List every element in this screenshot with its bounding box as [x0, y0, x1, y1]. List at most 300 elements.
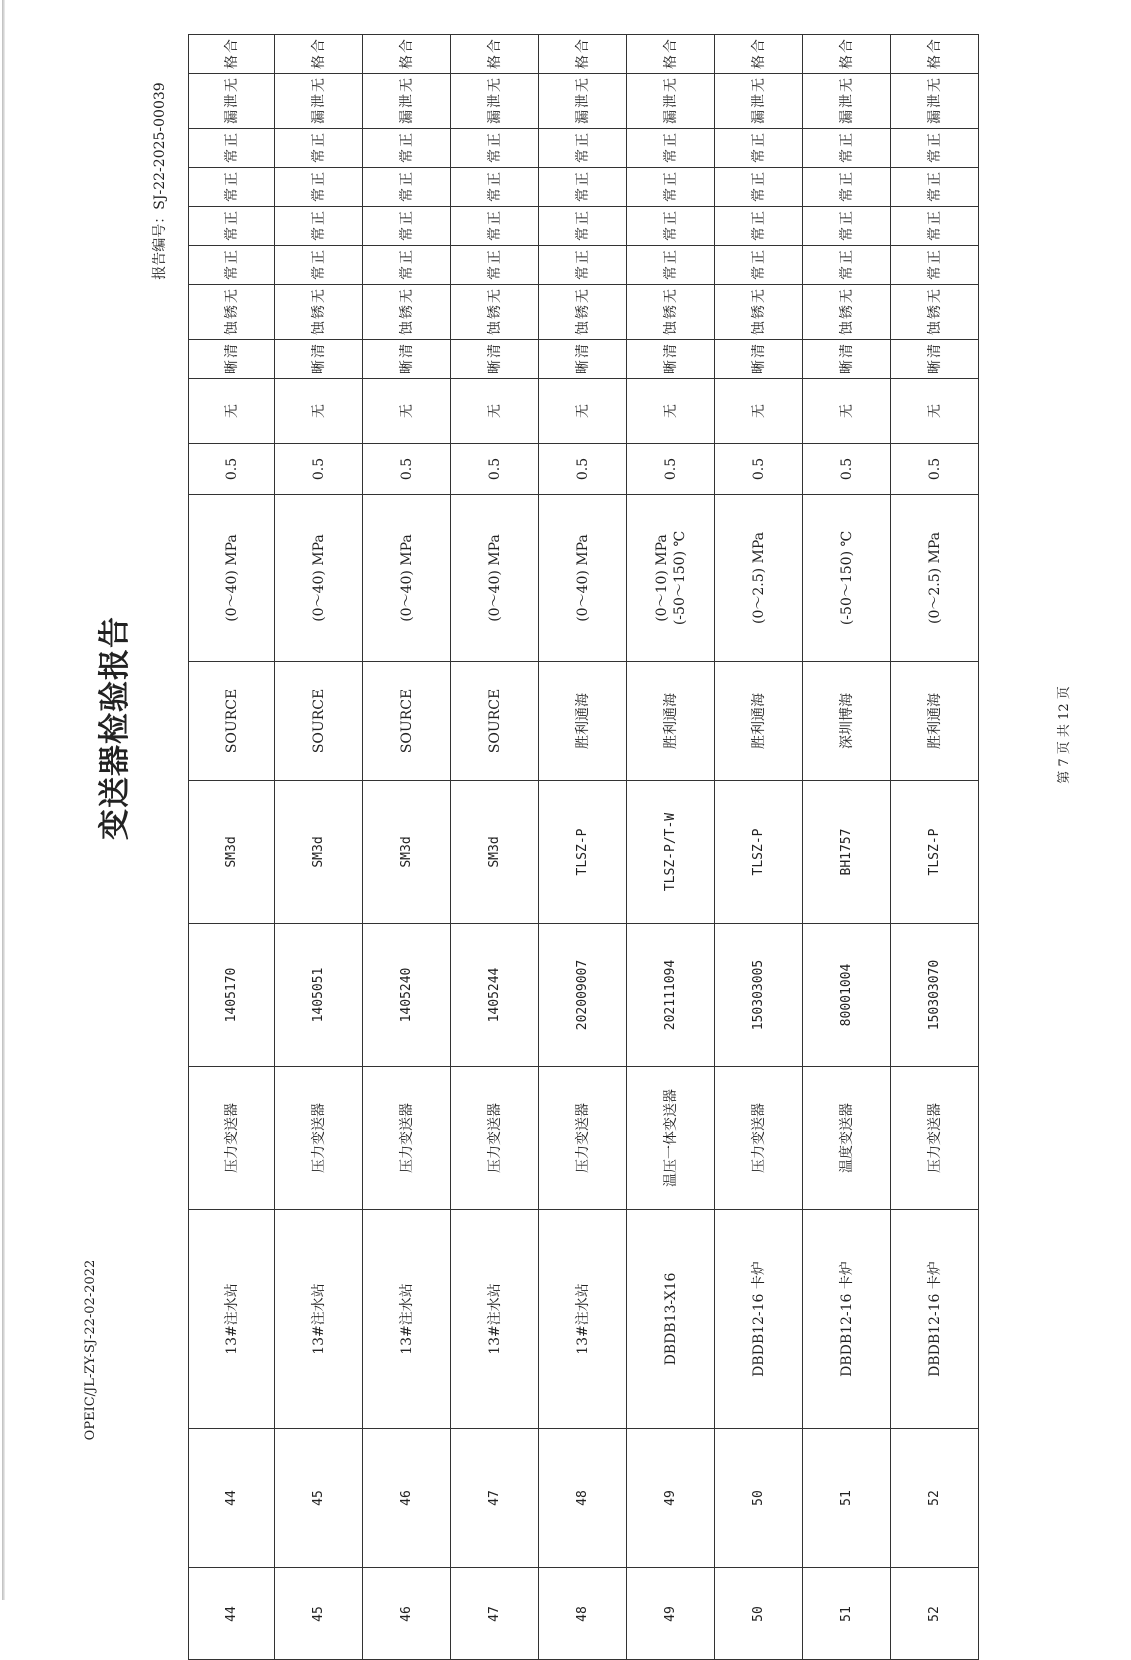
- cell-c7: [715, 74, 803, 129]
- cell-text: 49: [662, 1605, 678, 1622]
- stacked-text: 正 常: [223, 250, 240, 280]
- range-text: [486, 534, 504, 622]
- range-line-2: (-50～150) ℃: [671, 530, 688, 626]
- cell-damage: [189, 379, 275, 444]
- stacked-text: 正 常: [310, 250, 327, 280]
- cell-c3: [451, 246, 539, 285]
- cell-c4: [539, 207, 627, 246]
- cell-text: 胜利通海: [926, 693, 943, 749]
- cell-text: 0.5: [486, 457, 503, 481]
- stacked-text: 正 常: [310, 172, 327, 202]
- cell-text: 44: [223, 1605, 239, 1622]
- cell-c7: [189, 74, 275, 129]
- cell-c8: [627, 35, 715, 74]
- stacked-text: 正 常: [223, 172, 240, 202]
- cell-c4: [363, 207, 451, 246]
- stacked-text: 正 常: [750, 133, 767, 163]
- cell-text: 1405240: [398, 967, 414, 1023]
- cell-model: [539, 781, 627, 924]
- cell-c1: [363, 340, 451, 379]
- cell-text: SOURCE: [310, 688, 327, 754]
- stacked-text: 无 锈 蚀: [750, 289, 767, 335]
- cell-range: [189, 495, 275, 662]
- range-line-1: (0～40) MPa: [310, 534, 327, 622]
- range-line-1: (0～40) MPa: [486, 534, 503, 622]
- cell-no: [189, 1429, 275, 1568]
- stacked-text: 合 格: [750, 39, 767, 69]
- cell-range: [803, 495, 891, 662]
- cell-no: [275, 1429, 363, 1568]
- cell-text: 13#注水站: [223, 1283, 240, 1355]
- cell-model: [803, 781, 891, 924]
- cell-text: 压力变送器: [486, 1103, 503, 1173]
- cell-c6: [275, 129, 363, 168]
- range-text: [926, 532, 944, 624]
- cell-text: 无: [398, 404, 415, 418]
- cell-serial: [189, 924, 275, 1067]
- cell-text: 150303005: [750, 959, 766, 1031]
- cell-c2: [275, 285, 363, 340]
- range-line-1: (0～10) MPa: [653, 534, 670, 622]
- cell-text: 48: [574, 1490, 590, 1506]
- cell-c3: [715, 246, 803, 285]
- stacked-text: 正 常: [574, 250, 591, 280]
- cell-text: TLSZ-P: [750, 828, 766, 876]
- cell-text: 13#注水站: [310, 1283, 327, 1355]
- page-footer: 第 7 页 共 12 页: [1057, 686, 1072, 784]
- cell-maker: [189, 662, 275, 781]
- cell-text: 无: [310, 404, 327, 418]
- cell-text: 1405244: [486, 967, 502, 1023]
- cell-c4: [275, 207, 363, 246]
- stacked-text: 合 格: [926, 39, 943, 69]
- stacked-text: 清 晰: [310, 344, 327, 374]
- cell-c6: [627, 129, 715, 168]
- cell-outer-no: [891, 1568, 979, 1660]
- cell-maker: [451, 662, 539, 781]
- stacked-text: 正 常: [398, 172, 415, 202]
- stacked-text: 合 格: [838, 39, 855, 69]
- stacked-text: 无 锈 蚀: [310, 289, 327, 335]
- page-title: 变送器检验报告: [97, 616, 133, 840]
- cell-text: 1405170: [223, 967, 239, 1023]
- cell-c6: [363, 129, 451, 168]
- cell-c5: [189, 168, 275, 207]
- cell-text: 202009007: [574, 959, 590, 1031]
- cell-text: TLSZ-P: [926, 828, 942, 876]
- cell-serial: [539, 924, 627, 1067]
- cell-c5: [803, 168, 891, 207]
- cell-c7: [363, 74, 451, 129]
- stacked-text: 正 常: [926, 211, 943, 241]
- cell-c5: [891, 168, 979, 207]
- cell-no: [451, 1429, 539, 1568]
- stacked-text: 正 常: [838, 250, 855, 280]
- cell-location: [715, 1210, 803, 1429]
- cell-text: 45: [310, 1490, 326, 1506]
- cell-maker: [363, 662, 451, 781]
- cell-c4: [451, 207, 539, 246]
- cell-c6: [451, 129, 539, 168]
- cell-no: [891, 1429, 979, 1568]
- cell-c4: [803, 207, 891, 246]
- stacked-text: 清 晰: [838, 344, 855, 374]
- cell-text: 无: [223, 404, 240, 418]
- cell-c3: [891, 246, 979, 285]
- stacked-text: 正 常: [750, 172, 767, 202]
- cell-location: [539, 1210, 627, 1429]
- cell-text: 47: [486, 1605, 502, 1622]
- stacked-text: 正 常: [310, 133, 327, 163]
- cell-c1: [891, 340, 979, 379]
- cell-c3: [539, 246, 627, 285]
- stacked-text: 无 锈 蚀: [926, 289, 943, 335]
- cell-text: 46: [398, 1605, 414, 1622]
- stacked-text: 无 泄 漏: [750, 78, 767, 124]
- range-line-1: (0～2.5) MPa: [750, 531, 767, 625]
- stacked-text: 正 常: [310, 211, 327, 241]
- range-line-1: (0～40) MPa: [398, 534, 415, 622]
- cell-damage: [715, 379, 803, 444]
- cell-text: 压力变送器: [398, 1103, 415, 1173]
- cell-c3: [363, 246, 451, 285]
- cell-text: 胜利通海: [750, 693, 767, 749]
- cell-c6: [891, 129, 979, 168]
- report-number: 报告编号：SJ-22-2025-00039: [152, 82, 168, 280]
- cell-outer-no: [189, 1568, 275, 1660]
- cell-c2: [539, 285, 627, 340]
- stacked-text: 正 常: [926, 250, 943, 280]
- cell-c8: [275, 35, 363, 74]
- cell-model: [891, 781, 979, 924]
- cell-damage: [451, 379, 539, 444]
- cell-model: [451, 781, 539, 924]
- stacked-text: 无 泄 漏: [310, 78, 327, 124]
- stacked-text: 正 常: [574, 211, 591, 241]
- cell-text: SOURCE: [398, 688, 415, 754]
- stacked-text: 清 晰: [486, 344, 503, 374]
- cell-range: [627, 495, 715, 662]
- cell-location: [189, 1210, 275, 1429]
- stacked-text: 无 锈 蚀: [838, 289, 855, 335]
- range-text: [750, 532, 768, 624]
- cell-text: 51: [838, 1490, 854, 1506]
- stacked-text: 合 格: [398, 39, 415, 69]
- cell-range: [275, 495, 363, 662]
- stacked-text: 合 格: [223, 39, 240, 69]
- cell-outer-no: [363, 1568, 451, 1660]
- cell-c8: [451, 35, 539, 74]
- stacked-text: 清 晰: [750, 344, 767, 374]
- inspection-table: [188, 34, 979, 1660]
- stacked-text: 无 泄 漏: [838, 78, 855, 124]
- cell-c5: [275, 168, 363, 207]
- stacked-text: 正 常: [662, 172, 679, 202]
- stacked-text: 无 锈 蚀: [662, 289, 679, 335]
- cell-text: 0.5: [574, 457, 591, 481]
- cell-text: 0.5: [398, 457, 415, 481]
- cell-model: [363, 781, 451, 924]
- cell-maker: [627, 662, 715, 781]
- cell-text: 1405051: [310, 967, 326, 1023]
- cell-range: [891, 495, 979, 662]
- cell-serial: [627, 924, 715, 1067]
- cell-text: 压力变送器: [310, 1103, 327, 1173]
- stacked-text: 正 常: [662, 133, 679, 163]
- cell-maker: [891, 662, 979, 781]
- stacked-text: 无 泄 漏: [486, 78, 503, 124]
- cell-text: 13#注水站: [486, 1283, 503, 1355]
- cell-model: [189, 781, 275, 924]
- cell-c4: [715, 207, 803, 246]
- cell-accuracy: [275, 444, 363, 495]
- cell-c4: [891, 207, 979, 246]
- stacked-text: 正 常: [398, 211, 415, 241]
- cell-text: 80001004: [838, 963, 854, 1027]
- stacked-text: 正 常: [838, 211, 855, 241]
- cell-c5: [715, 168, 803, 207]
- cell-text: 150303070: [926, 959, 942, 1031]
- cell-serial: [715, 924, 803, 1067]
- cell-damage: [803, 379, 891, 444]
- cell-serial: [891, 924, 979, 1067]
- cell-location: [363, 1210, 451, 1429]
- cell-range: [539, 495, 627, 662]
- cell-model: [627, 781, 715, 924]
- cell-name: [275, 1067, 363, 1210]
- cell-model: [275, 781, 363, 924]
- cell-c1: [803, 340, 891, 379]
- stacked-text: 合 格: [310, 39, 327, 69]
- cell-c8: [363, 35, 451, 74]
- cell-damage: [363, 379, 451, 444]
- stacked-text: 无 泄 漏: [574, 78, 591, 124]
- cell-text: TLSZ-P: [574, 828, 590, 876]
- cell-c2: [451, 285, 539, 340]
- stacked-text: 清 晰: [223, 344, 240, 374]
- cell-text: 0.5: [926, 457, 943, 481]
- cell-text: 47: [486, 1490, 502, 1506]
- cell-serial: [803, 924, 891, 1067]
- stacked-text: 合 格: [662, 39, 679, 69]
- cell-text: SM3d: [223, 836, 239, 868]
- range-text: [653, 531, 689, 625]
- cell-damage: [627, 379, 715, 444]
- cell-location: [803, 1210, 891, 1429]
- cell-c7: [891, 74, 979, 129]
- cell-c5: [451, 168, 539, 207]
- cell-accuracy: [451, 444, 539, 495]
- cell-text: 压力变送器: [574, 1103, 591, 1173]
- cell-c7: [627, 74, 715, 129]
- cell-maker: [539, 662, 627, 781]
- cell-text: 50: [750, 1490, 766, 1506]
- stacked-text: 正 常: [486, 250, 503, 280]
- cell-c2: [627, 285, 715, 340]
- cell-outer-no: [803, 1568, 891, 1660]
- cell-c5: [539, 168, 627, 207]
- cell-text: 52: [926, 1605, 942, 1622]
- cell-model: [715, 781, 803, 924]
- cell-c1: [627, 340, 715, 379]
- cell-text: SM3d: [398, 836, 414, 868]
- cell-c6: [189, 129, 275, 168]
- cell-text: 深圳博海: [838, 693, 855, 749]
- range-text: [398, 534, 416, 622]
- cell-c8: [189, 35, 275, 74]
- cell-c2: [803, 285, 891, 340]
- range-text: [223, 534, 241, 622]
- stacked-text: 正 常: [662, 211, 679, 241]
- cell-no: [627, 1429, 715, 1568]
- cell-serial: [451, 924, 539, 1067]
- cell-c8: [803, 35, 891, 74]
- cell-outer-no: [627, 1568, 715, 1660]
- range-line-1: (-50～150) ℃: [838, 530, 855, 626]
- stacked-text: 正 常: [838, 133, 855, 163]
- cell-c2: [891, 285, 979, 340]
- cell-no: [803, 1429, 891, 1568]
- cell-text: 无: [662, 404, 679, 418]
- cell-text: 0.5: [662, 457, 679, 481]
- cell-c3: [803, 246, 891, 285]
- stacked-text: 正 常: [398, 250, 415, 280]
- cell-serial: [363, 924, 451, 1067]
- stacked-text: 正 常: [750, 211, 767, 241]
- cell-no: [715, 1429, 803, 1568]
- cell-c7: [451, 74, 539, 129]
- cell-text: 无: [750, 404, 767, 418]
- cell-c6: [539, 129, 627, 168]
- cell-text: 压力变送器: [750, 1103, 767, 1173]
- cell-serial: [275, 924, 363, 1067]
- cell-c2: [363, 285, 451, 340]
- cell-c4: [627, 207, 715, 246]
- cell-name: [627, 1067, 715, 1210]
- cell-text: 48: [574, 1605, 590, 1622]
- cell-range: [451, 495, 539, 662]
- stacked-text: 正 常: [926, 172, 943, 202]
- stacked-text: 正 常: [574, 172, 591, 202]
- stacked-text: 无 锈 蚀: [574, 289, 591, 335]
- cell-name: [715, 1067, 803, 1210]
- cell-text: SOURCE: [223, 688, 240, 754]
- cell-name: [891, 1067, 979, 1210]
- cell-c3: [627, 246, 715, 285]
- stacked-text: 无 锈 蚀: [398, 289, 415, 335]
- cell-name: [803, 1067, 891, 1210]
- range-text: [310, 534, 328, 622]
- cell-outer-no: [539, 1568, 627, 1660]
- stacked-text: 正 常: [223, 133, 240, 163]
- cell-damage: [275, 379, 363, 444]
- cell-range: [715, 495, 803, 662]
- cell-c6: [803, 129, 891, 168]
- cell-c5: [363, 168, 451, 207]
- cell-outer-no: [715, 1568, 803, 1660]
- stacked-text: 无 泄 漏: [662, 78, 679, 124]
- stacked-text: 无 锈 蚀: [223, 289, 240, 335]
- cell-text: 52: [926, 1490, 942, 1506]
- cell-name: [189, 1067, 275, 1210]
- cell-text: DBDB12-16 卡炉: [838, 1261, 855, 1377]
- cell-text: 无: [574, 404, 591, 418]
- cell-accuracy: [627, 444, 715, 495]
- stacked-text: 正 常: [574, 133, 591, 163]
- cell-name: [451, 1067, 539, 1210]
- stacked-text: 清 晰: [926, 344, 943, 374]
- range-text: [838, 531, 856, 625]
- cell-text: 无: [486, 404, 503, 418]
- cell-text: BH1757: [838, 828, 854, 876]
- cell-text: 44: [223, 1490, 239, 1506]
- cell-c1: [189, 340, 275, 379]
- cell-c6: [715, 129, 803, 168]
- stacked-text: 正 常: [926, 133, 943, 163]
- cell-text: TLSZ-P/T-W: [662, 812, 678, 892]
- cell-accuracy: [363, 444, 451, 495]
- cell-c8: [891, 35, 979, 74]
- cell-no: [363, 1429, 451, 1568]
- stacked-text: 无 泄 漏: [398, 78, 415, 124]
- cell-text: 无: [926, 404, 943, 418]
- cell-maker: [803, 662, 891, 781]
- cell-text: 51: [838, 1605, 854, 1622]
- cell-text: 0.5: [838, 457, 855, 481]
- stacked-text: 清 晰: [398, 344, 415, 374]
- cell-text: 胜利通海: [574, 693, 591, 749]
- cell-c2: [715, 285, 803, 340]
- stacked-text: 无 泄 漏: [223, 78, 240, 124]
- cell-range: [363, 495, 451, 662]
- cell-text: DBDB13-X16: [662, 1272, 679, 1366]
- cell-accuracy: [715, 444, 803, 495]
- cell-text: 49: [662, 1490, 678, 1506]
- cell-text: 45: [310, 1605, 326, 1622]
- cell-text: 0.5: [223, 457, 240, 481]
- stacked-text: 正 常: [486, 172, 503, 202]
- cell-maker: [715, 662, 803, 781]
- stacked-text: 正 常: [486, 211, 503, 241]
- cell-text: 0.5: [310, 457, 327, 481]
- cell-text: 胜利通海: [662, 693, 679, 749]
- stacked-text: 合 格: [486, 39, 503, 69]
- cell-c1: [539, 340, 627, 379]
- cell-c8: [539, 35, 627, 74]
- range-line-1: (0～2.5) MPa: [926, 531, 943, 625]
- stacked-text: 正 常: [486, 133, 503, 163]
- cell-c5: [627, 168, 715, 207]
- cell-text: 50: [750, 1605, 766, 1622]
- stacked-text: 正 常: [223, 211, 240, 241]
- cell-text: 温度变送器: [838, 1103, 855, 1173]
- cell-damage: [891, 379, 979, 444]
- cell-name: [363, 1067, 451, 1210]
- cell-c7: [275, 74, 363, 129]
- cell-c8: [715, 35, 803, 74]
- cell-text: 压力变送器: [223, 1103, 240, 1173]
- cell-no: [539, 1429, 627, 1568]
- cell-location: [275, 1210, 363, 1429]
- range-text: [574, 534, 592, 622]
- cell-text: 温压一体变送器: [662, 1089, 679, 1187]
- range-line-1: (0～40) MPa: [223, 534, 240, 622]
- stacked-text: 合 格: [574, 39, 591, 69]
- cell-text: SOURCE: [486, 688, 503, 754]
- document-code: OPEIC/JL-ZY-SJ-22-02-2022: [83, 1259, 98, 1441]
- cell-text: 压力变送器: [926, 1103, 943, 1173]
- cell-text: 13#注水站: [574, 1283, 591, 1355]
